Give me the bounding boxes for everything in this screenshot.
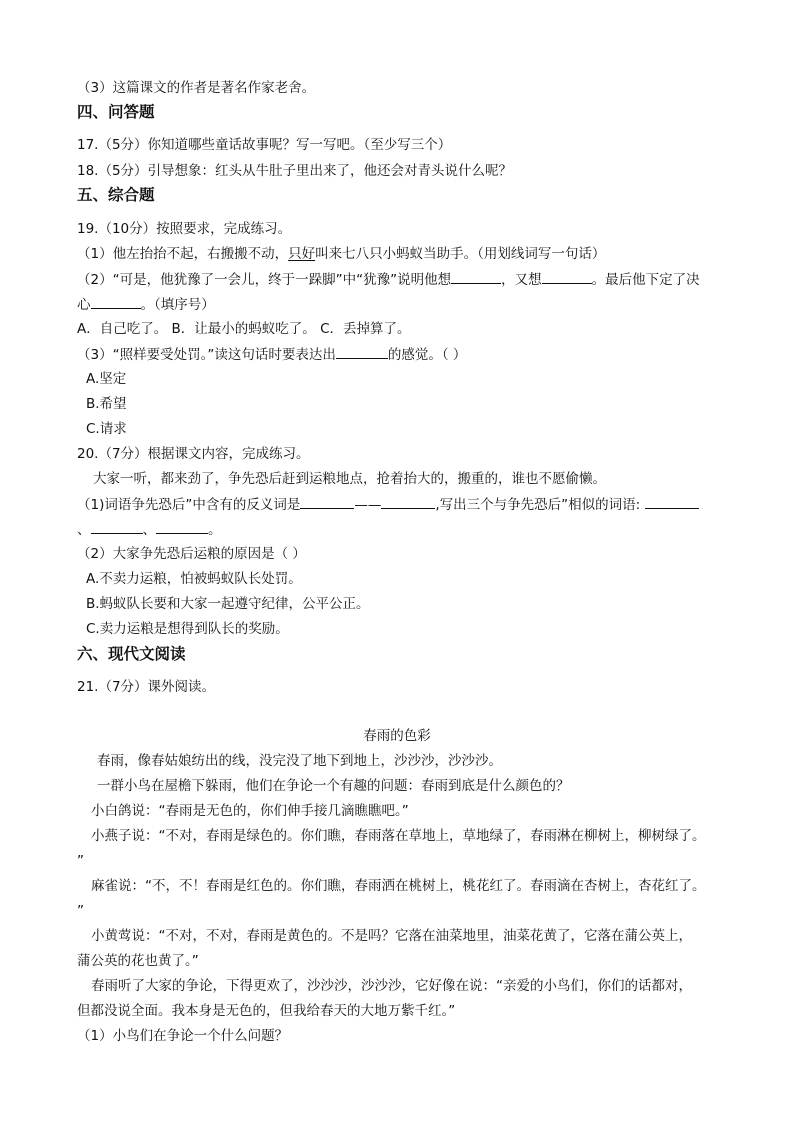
answer-blank[interactable] (300, 495, 354, 509)
passage-paragraph: 一群小鸟在屋檐下躲雨，他们在争论一个有趣的问题：春雨到底是什么颜色的？ (97, 778, 570, 794)
question-21-stem: 21.（7分）课外阅读。 (77, 679, 216, 695)
passage-title: 春雨的色彩 (363, 728, 431, 744)
answer-blank[interactable] (542, 270, 592, 284)
section-heading-5: 五、综合题 (77, 186, 155, 204)
option-a[interactable]: A.坚定 (86, 371, 127, 387)
question-18: 18.（5分）引导想象：红头从牛肚子里出来了，他还会对青头说什么呢？ (77, 163, 513, 179)
question-20-part-2: （2）大家争先恐后运粮的原因是（ ） (77, 546, 306, 562)
question-19-part-2: （2）“可是，他犹豫了一会儿，终于一跺脚”中“犹豫”说明他想 ，又想 。最后他下定了决 (77, 272, 700, 288)
passage-paragraph: 小燕子说：“不对，春雨是绿色的。你们瞧，春雨落在草地上，草地绿了，春雨淋在柳树上，柳树绿了。 (91, 828, 706, 844)
answer-blank[interactable] (451, 270, 501, 284)
option-a[interactable]: A.不卖力运粮，怕被蚂蚁队长处罚。 (86, 571, 302, 587)
passage-paragraph-cont: 但都没说全面。我本身是无色的，但我给春天的大地万紫千红。” (77, 1003, 456, 1019)
question-19-part-1: （1）他左抬抬不起，右搬搬不动，只好叫来七八只小蚂蚁当助手。（用划线词写一句话） (77, 246, 606, 262)
question-21-part-1: （1）小鸟们在争论一个什么问题？ (77, 1028, 289, 1044)
passage-paragraph: 麻雀说：“不，不！春雨是红色的。你们瞧，春雨洒在桃树上，桃花红了。春雨滴在杏树上，杏花红了。 (91, 878, 706, 894)
option-c[interactable]: C.卖力运粮是想得到队长的奖励。 (86, 621, 289, 637)
question-17: 17.（5分）你知道哪些童话故事呢？写一写吧。（至少写三个） (77, 137, 452, 153)
question-19-part-2-cont: 心 。（填序号） (77, 297, 215, 313)
passage-paragraph: 小白鸽说：“春雨是无色的，你们伸手接几滴瞧瞧吧。” (91, 803, 409, 819)
passage-paragraph: 春雨听了大家的争论，下得更欢了，沙沙沙，沙沙沙，它好像在说：“亲爱的小鸟们，你们的话都对， (91, 978, 692, 994)
question-20-part-1-cont: 、 、 。 (77, 522, 222, 538)
answer-blank[interactable] (91, 295, 141, 309)
question-19-part-3: （3）“照样要受处罚。”读这句话时要表达出 的感觉。（ ） (77, 347, 467, 363)
question-item-3: （3）这篇课文的作者是著名作家老舍。 (77, 80, 316, 96)
option-b[interactable]: B.蚂蚁队长要和大家一起遵守纪律，公平公正。 (86, 596, 370, 612)
passage-paragraph-cont: 蒲公英的花也黄了。” (77, 953, 199, 969)
question-20-passage: 大家一听，都来劲了，争先恐后赶到运粮地点，抢着抬大的，搬重的，谁也不愿偷懒。 (93, 471, 606, 487)
answer-blank[interactable] (91, 520, 143, 534)
question-19-stem: 19.（10分）按照要求，完成练习。 (77, 221, 292, 237)
answer-blank[interactable] (381, 495, 435, 509)
passage-paragraph-end: ” (77, 903, 84, 919)
question-20-stem: 20.（7分）根据课文内容，完成练习。 (77, 446, 310, 462)
option-c[interactable]: C.请求 (86, 421, 127, 437)
question-20-part-1: （1)词语争先恐后”中含有的反义词是 —— ,写出三个与争先恐后”相似的词语: (77, 495, 699, 514)
passage-paragraph: 春雨，像春姑娘纺出的线，没完没了地下到地上，沙沙沙，沙沙沙。 (97, 753, 502, 769)
passage-paragraph-end: ” (77, 853, 84, 869)
answer-blank[interactable] (336, 345, 388, 359)
section-heading-6: 六、现代文阅读 (77, 645, 186, 663)
answer-blank[interactable] (156, 520, 208, 534)
answer-blank[interactable] (645, 495, 699, 509)
option-b[interactable]: B.希望 (86, 396, 127, 412)
section-heading-4: 四、问答题 (77, 103, 155, 121)
question-19-part-2-options: A．自己吃了。 B．让最小的蚂蚁吃了。 C．丢掉算了。 (77, 321, 411, 337)
underlined-word: 只好 (288, 246, 316, 262)
passage-paragraph: 小黄莺说：“不对，不对，春雨是黄色的。不是吗？它落在油菜地里，油菜花黄了，它落在蒲公英上， (91, 928, 692, 944)
